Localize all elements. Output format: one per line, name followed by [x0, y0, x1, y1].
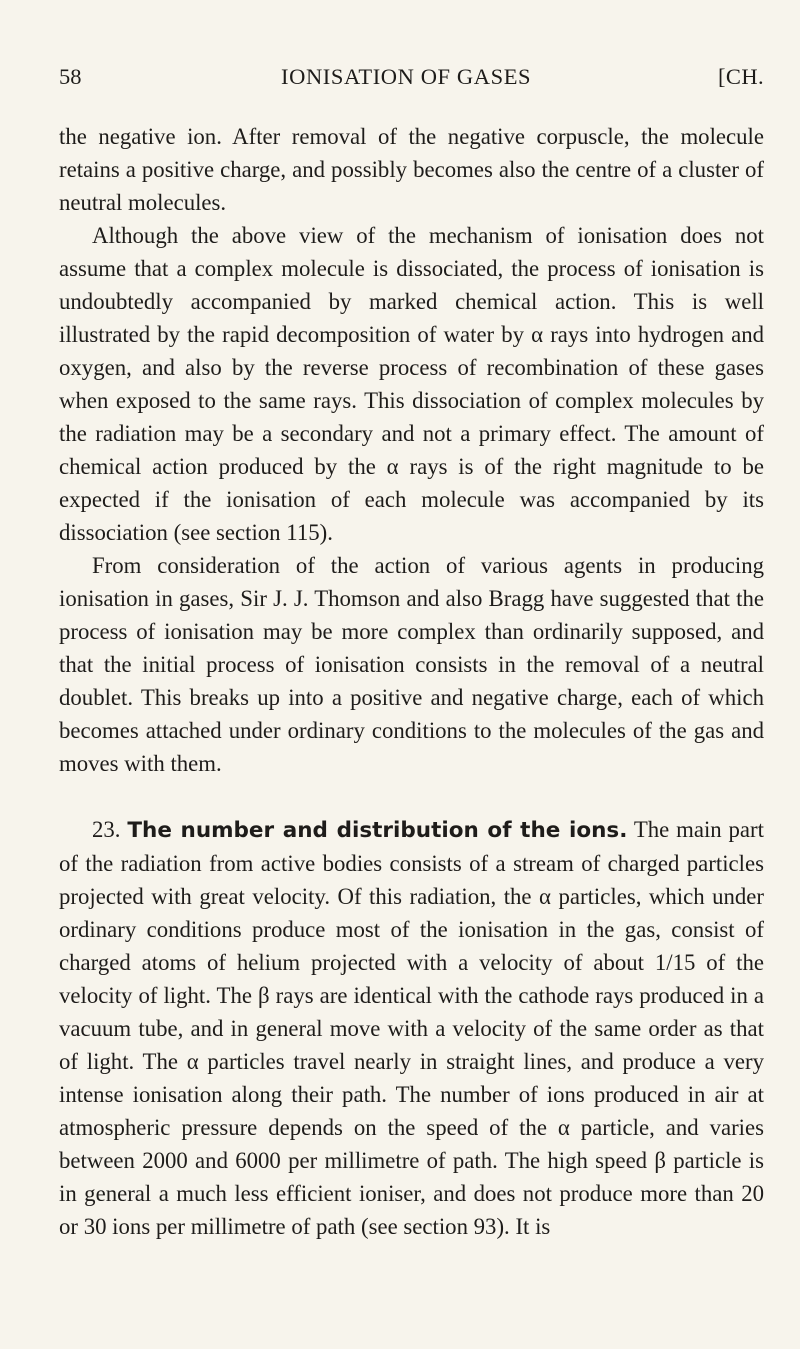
running-title: IONISATION OF GASES — [281, 64, 532, 89]
page-body — [59, 120, 764, 1243]
section-paragraph — [59, 813, 764, 1243]
running-header — [59, 62, 764, 92]
section-text: The main part of the radiation from active bodies consists of a stream of charged particles projected with great velocity. Of this radiation, the α particles, which under ordinary conditions produce most of the ionisation in the gas, consist of charged atoms of helium projected with a velocity of about 1/15 of the velocity of light. The β rays are identical with the cathode rays produced in a vacuum tube, and in general move with a velocity of the same order as that of light. The α particles travel nearly in straight lines, and produce a very intense ionisation along their path. The number of ions produced in air at atmospheric pressure depends on the speed of the α particle, and varies between 2000 and 6000 per millimetre of path. The high speed β particle is in general a much less efficient ioniser, and does not produce more than 20 or 30 ions per millimetre of path (see section 93). It is — [59, 817, 764, 1239]
page-number: 58 — [59, 64, 82, 89]
paragraph-continuation: the negative ion. After removal of the negative corpuscle, the molecule retains a positive charge, and possibly becomes also the centre of a cluster of neutral molecules. — [59, 124, 764, 215]
paragraph: From consideration of the action of various agents in producing ionisation in gases, Sir J. J. Thomson and also Bragg have suggested that the process of ionisation may be more complex than ordinarily supposed, and that the initial process of ionisation consists in the removal of a neutral doublet. This breaks up into a positive and negative charge, each of which becomes attached under ordinary conditions to the molecules of the gas and moves with them. — [59, 553, 764, 776]
section-number: 23. — [92, 817, 121, 842]
chapter-marker: [CH. — [718, 64, 764, 89]
paragraph: Although the above view of the mechanism of ionisation does not assume that a complex molecule is dissociated, the process of ionisation is undoubtedly accompanied by marked chemical action. This is well illustrated by the rapid decomposition of water by α rays into hydrogen and oxygen, and also by the reverse process of recombination of these gases when exposed to the same rays. This dissociation of complex molecules by the radiation may be a secondary and not a primary effect. The amount of chemical action produced by the α rays is of the right magnitude to be expected if the ionisation of each molecule was accompanied by its dissociation (see section 115). — [59, 223, 764, 545]
book-page — [59, 0, 764, 1349]
section-title: The number and distribution of the ions. — [127, 818, 628, 843]
